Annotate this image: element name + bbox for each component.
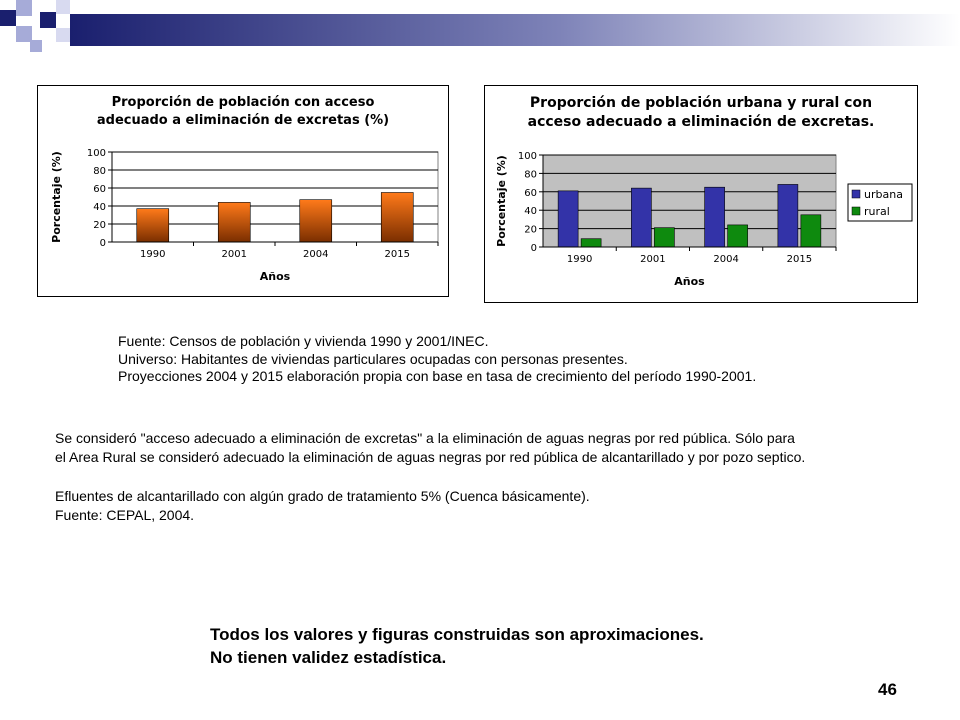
banner-square xyxy=(56,0,70,14)
y-tick-label: 100 xyxy=(86,148,106,159)
paragraph-line: Se consideró "acceso adecuado a eliminación de excretas" a la eliminación de aguas negras por red pública. Sólo para xyxy=(55,430,795,446)
banner-square xyxy=(30,40,42,52)
chart-title: Proporción de población con acceso xyxy=(111,95,375,110)
banner-square xyxy=(16,0,32,16)
banner-square xyxy=(40,12,56,28)
y-tick-label: 0 xyxy=(530,243,537,254)
y-axis-label: Porcentaje (%) xyxy=(495,155,508,247)
legend-label: urbana xyxy=(864,188,903,201)
chart-urban-rural xyxy=(484,85,918,303)
paragraph-line: Fuente: CEPAL, 2004. xyxy=(55,506,195,523)
page-number: 46 xyxy=(878,680,897,699)
paragraph-line: el Area Rural se consideró adecuado la eliminación de aguas negras por red pública de alcantarillado y por pozo septico. xyxy=(55,448,806,465)
source-line: Fuente: Censos de población y vivienda 1990 y 2001/INEC. xyxy=(118,333,489,349)
y-tick-label: 80 xyxy=(524,169,537,181)
y-tick-label: 0 xyxy=(99,238,106,249)
banner-square xyxy=(56,28,70,42)
chart-total-svg xyxy=(38,86,448,296)
legend-label: rural xyxy=(864,205,890,218)
banner-square xyxy=(0,10,16,26)
definition-paragraph xyxy=(55,429,805,466)
chart-title: adecuado a eliminación de excretas (%) xyxy=(96,113,390,128)
bar-urbana xyxy=(778,184,798,247)
x-tick-label: 2015 xyxy=(384,249,410,260)
bar xyxy=(137,209,169,242)
chart-urban-rural-svg xyxy=(485,86,917,302)
header-banner xyxy=(0,0,960,60)
bar-urbana xyxy=(705,187,725,247)
disclaimer-line: Todos los valores y figuras construidas son aproximaciones. xyxy=(210,625,704,644)
bar-rural xyxy=(581,239,601,247)
projection-line: Proyecciones 2004 y 2015 elaboración propia con base en tasa de crecimiento del período 1990-2001. xyxy=(118,368,757,384)
bar xyxy=(218,202,250,242)
x-tick-label: 2001 xyxy=(221,249,247,260)
universe-line: Universo: Habitantes de viviendas particulares ocupadas con personas presentes. xyxy=(118,350,628,367)
bar-urbana xyxy=(631,188,651,247)
legend-swatch xyxy=(852,207,860,215)
bar xyxy=(381,193,413,243)
source-notes xyxy=(118,333,756,386)
chart-title: acceso adecuado a eliminación de excretas. xyxy=(527,114,875,130)
y-tick-label: 80 xyxy=(93,166,106,177)
bar-rural xyxy=(801,215,821,247)
banner-square xyxy=(16,26,32,42)
effluent-paragraph xyxy=(55,487,590,524)
paragraph-line: Efluentes de alcantarillado con algún grado de tratamiento 5% (Cuenca básicamente). xyxy=(55,488,590,504)
y-tick-label: 40 xyxy=(93,202,106,213)
y-axis-label: Porcentaje (%) xyxy=(50,151,63,243)
chart-title: Proporción de población urbana y rural con xyxy=(529,95,873,111)
x-axis-label: Años xyxy=(259,270,291,283)
y-tick-label: 20 xyxy=(524,224,537,236)
y-tick-label: 60 xyxy=(524,187,537,199)
y-tick-label: 100 xyxy=(517,151,537,162)
y-tick-label: 60 xyxy=(93,184,106,195)
x-tick-label: 1990 xyxy=(140,249,166,260)
y-tick-label: 20 xyxy=(93,220,106,231)
bar-urbana xyxy=(558,191,578,247)
x-tick-label: 2015 xyxy=(786,254,813,265)
bar-rural xyxy=(728,225,748,247)
x-tick-label: 2004 xyxy=(303,249,329,260)
disclaimer xyxy=(210,623,704,669)
x-tick-label: 2004 xyxy=(713,254,739,265)
disclaimer-line: No tienen validez estadística. xyxy=(210,648,447,667)
x-tick-label: 2001 xyxy=(640,254,666,265)
bar-rural xyxy=(654,228,674,247)
x-tick-label: 1990 xyxy=(566,254,593,265)
bar xyxy=(300,200,332,242)
chart-total xyxy=(37,85,449,297)
legend-swatch xyxy=(852,190,860,198)
y-tick-label: 40 xyxy=(524,206,537,218)
x-axis-label: Años xyxy=(674,275,705,288)
